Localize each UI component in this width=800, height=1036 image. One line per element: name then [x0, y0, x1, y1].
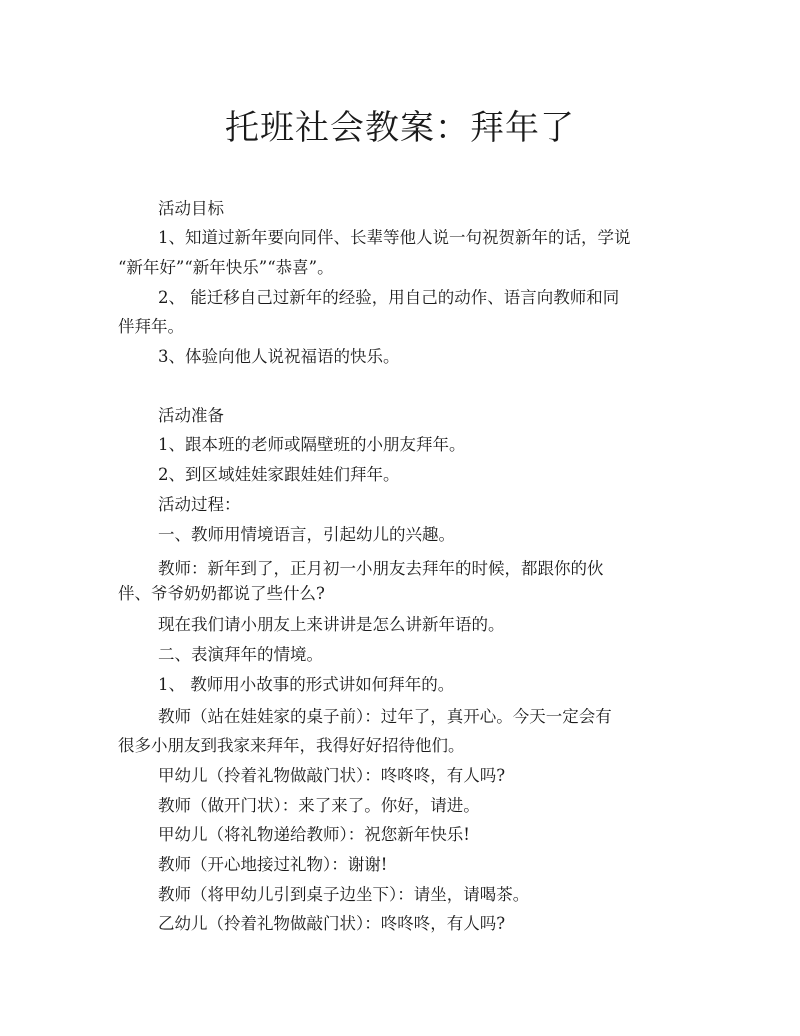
document-title: 托班社会教案：拜年了 [225, 108, 575, 148]
preparation-item-2: 2、到区域娃娃家跟娃娃们拜年。 [158, 465, 400, 484]
teacher-intro-line-1: 教师：新年到了，正月初一小朋友去拜年的时候，都跟你的伙 [158, 559, 604, 578]
teacher-intro-line-2: 伴、爷爷奶奶都说了些什么? [118, 584, 325, 603]
process-sub-1: 1、 教师用小故事的形式讲如何拜年的。 [158, 675, 455, 694]
dialog-2: 甲幼儿（拎着礼物做敲门状）：咚咚咚，有人吗? [158, 766, 506, 785]
goal-item-2-line-2: 伴拜年。 [118, 317, 184, 336]
dialog-1-line-2: 很多小朋友到我家来拜年，我得好好招待他们。 [118, 736, 465, 755]
dialog-1-line-1: 教师（站在娃娃家的桌子前）：过年了，真开心。今天一定会有 [158, 707, 612, 726]
dialog-7: 乙幼儿（拎着礼物做敲门状）：咚咚咚，有人吗? [158, 914, 506, 933]
dialog-3: 教师（做开门状）：来了来了。你好，请进。 [158, 796, 480, 815]
goal-item-1-line-1: 1、知道过新年要向同伴、长辈等他人说一句祝贺新年的话，学说 [158, 228, 631, 247]
dialog-4: 甲幼儿（将礼物递给教师）：祝您新年快乐! [158, 825, 470, 844]
dialog-5: 教师（开心地接过礼物）：谢谢! [158, 855, 388, 874]
process-step-1: 一、教师用情境语言，引起幼儿的兴趣。 [158, 525, 455, 544]
goal-item-1-line-2: “新年好”“新年快乐”“恭喜”。 [118, 258, 334, 277]
process-step-2: 二、表演拜年的情境。 [158, 645, 323, 664]
process-heading: 活动过程： [158, 495, 241, 514]
invite-line: 现在我们请小朋友上来讲讲是怎么讲新年语的。 [158, 615, 505, 634]
preparation-item-1: 1、跟本班的老师或隔壁班的小朋友拜年。 [158, 435, 466, 454]
goal-item-3: 3、体验向他人说祝福语的快乐。 [158, 347, 400, 366]
preparation-heading: 活动准备 [158, 406, 224, 425]
goal-item-2-line-1: 2、 能迁移自己过新年的经验，用自己的动作、语言向教师和同 [158, 288, 620, 307]
dialog-6: 教师（将甲幼儿引到桌子边坐下）：请坐，请喝茶。 [158, 885, 530, 904]
goals-heading: 活动目标 [158, 199, 224, 218]
